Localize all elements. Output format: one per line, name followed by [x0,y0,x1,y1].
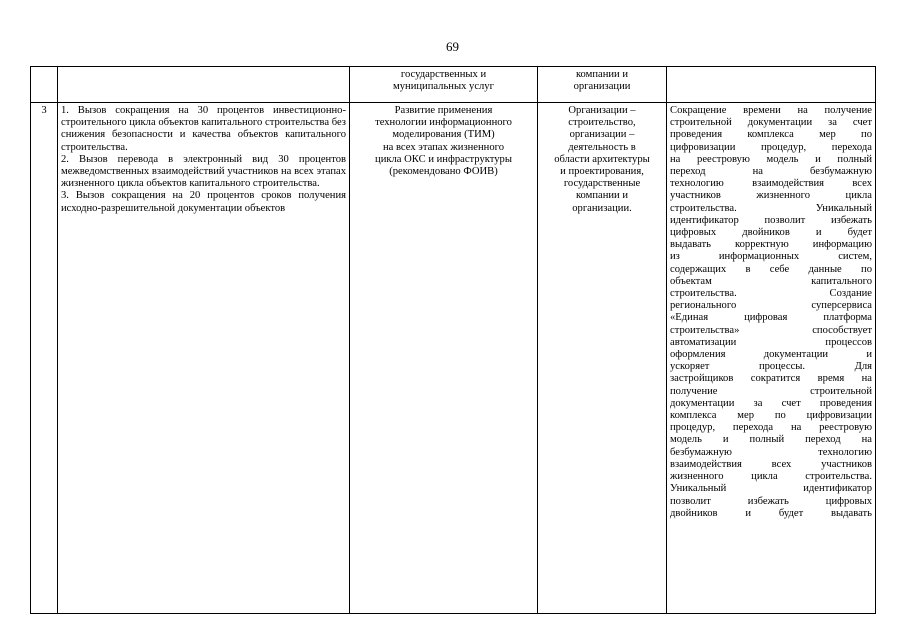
header-cell-challenges [58,67,350,103]
challenge-item: 1. Вызов сокращения на 30 процентов инвестиционно-строительного цикла объектов капитального строительства без снижения безопасности и качества объектов капитального строительства. [61,105,346,153]
effect-line: участников жизненного цикла [670,190,872,202]
participants-line: строительство, [568,117,636,129]
technology-line: Развитие применения [394,105,493,116]
effect-line: ускоряет процессы. Для [670,361,872,373]
table-row [31,103,876,614]
effect-line: процедур, перехода на реестровую [670,422,872,434]
header-participants-line: организации [573,81,631,93]
header-cell-technology [350,67,538,103]
participants-line: области архитектуры [554,153,650,165]
effect-line: переход на безбумажную [670,166,872,178]
participants-line: организации – [569,129,635,141]
participants-line: организации. [572,202,632,214]
technology-line: (рекомендовано ФОИВ) [389,166,498,178]
effect-line: Сокращение времени на получение [670,105,872,116]
participants-line: компании и [575,190,629,202]
effect-line: Уникальный идентификатор [670,483,872,495]
technology-line: моделирования (ТИМ) [392,129,495,141]
effect-line: документации за счет проведения [670,397,872,409]
technology-cell [350,103,538,614]
header-technology-line: государственных и [400,69,487,80]
effect-line: двойников и будет выдавать [670,507,872,519]
challenges-cell [58,103,350,614]
effect-line: «Единая цифровая платформа [670,312,872,324]
effect-line: автоматизации процессов [670,336,872,348]
effect-line: безбумажную технологию [670,446,872,458]
effect-line: строительства» способствует [670,324,872,336]
effect-line: регионального суперсервиса [670,300,872,312]
technology-line: технологии информационного [375,117,512,129]
header-cell-effect [667,67,876,103]
effect-line: строительной документации за счет [670,117,872,129]
effect-line: взаимодействия всех участников [670,458,872,470]
effect-line: застройщиков сократится время на [670,373,872,385]
effect-line: содержащих в себе данные по [670,263,872,275]
header-technology-line: муниципальных услуг [393,81,494,93]
effect-line: модель и полный переход на [670,434,872,446]
page-number: 69 [446,39,459,54]
header-cell-number [31,67,58,103]
effect-line: идентификатор позволит избежать [670,214,872,226]
effect-line: цифровизации процедур, перехода [670,141,872,153]
header-participants-line: компании и [575,69,629,80]
effect-line: цифровых двойников и будет [670,227,872,239]
participants-cell [538,103,667,614]
effect-line: позволит избежать цифровых [670,495,872,507]
table-header-row [31,67,876,103]
effect-line: комплекса мер по цифровизации [670,410,872,422]
effect-line: оформления документации и [670,349,872,361]
effect-line: получение строительной [670,385,872,397]
effect-line: проведения комплекса мер по [670,129,872,141]
document-table [30,66,876,614]
effect-line: объектам капитального [670,275,872,287]
row-number-cell: 3 [31,103,58,614]
challenge-item: 2. Вызов перевода в электронный вид 30 процентов межведомственных взаимодействий участников на всех этапах жизненного цикла объектов капитального строительства. [61,153,346,190]
effect-line: на реестровую модель и полный [670,153,872,165]
technology-line: на всех этапах жизненного [382,141,505,153]
header-cell-participants [538,67,667,103]
challenge-item: 3. Вызов сокращения на 20 процентов сроков получения исходно-разрешительной документации объектов [61,190,346,214]
participants-line: государственные [563,178,641,190]
participants-line: и проектирования, [560,166,644,178]
effect-line: технологию взаимодействия всех [670,178,872,190]
effect-line: выдавать корректную информацию [670,239,872,251]
effect-line: строительства. Уникальный [670,202,872,214]
effect-line: жизненного цикла строительства. [670,471,872,483]
participants-line: деятельность в [568,141,636,153]
effect-line: из информационных систем, [670,251,872,263]
effect-cell [667,103,876,614]
participants-line: Организации – [568,105,636,116]
technology-line: цикла ОКС и инфраструктуры [375,153,512,165]
effect-line: строительства. Создание [670,288,872,300]
